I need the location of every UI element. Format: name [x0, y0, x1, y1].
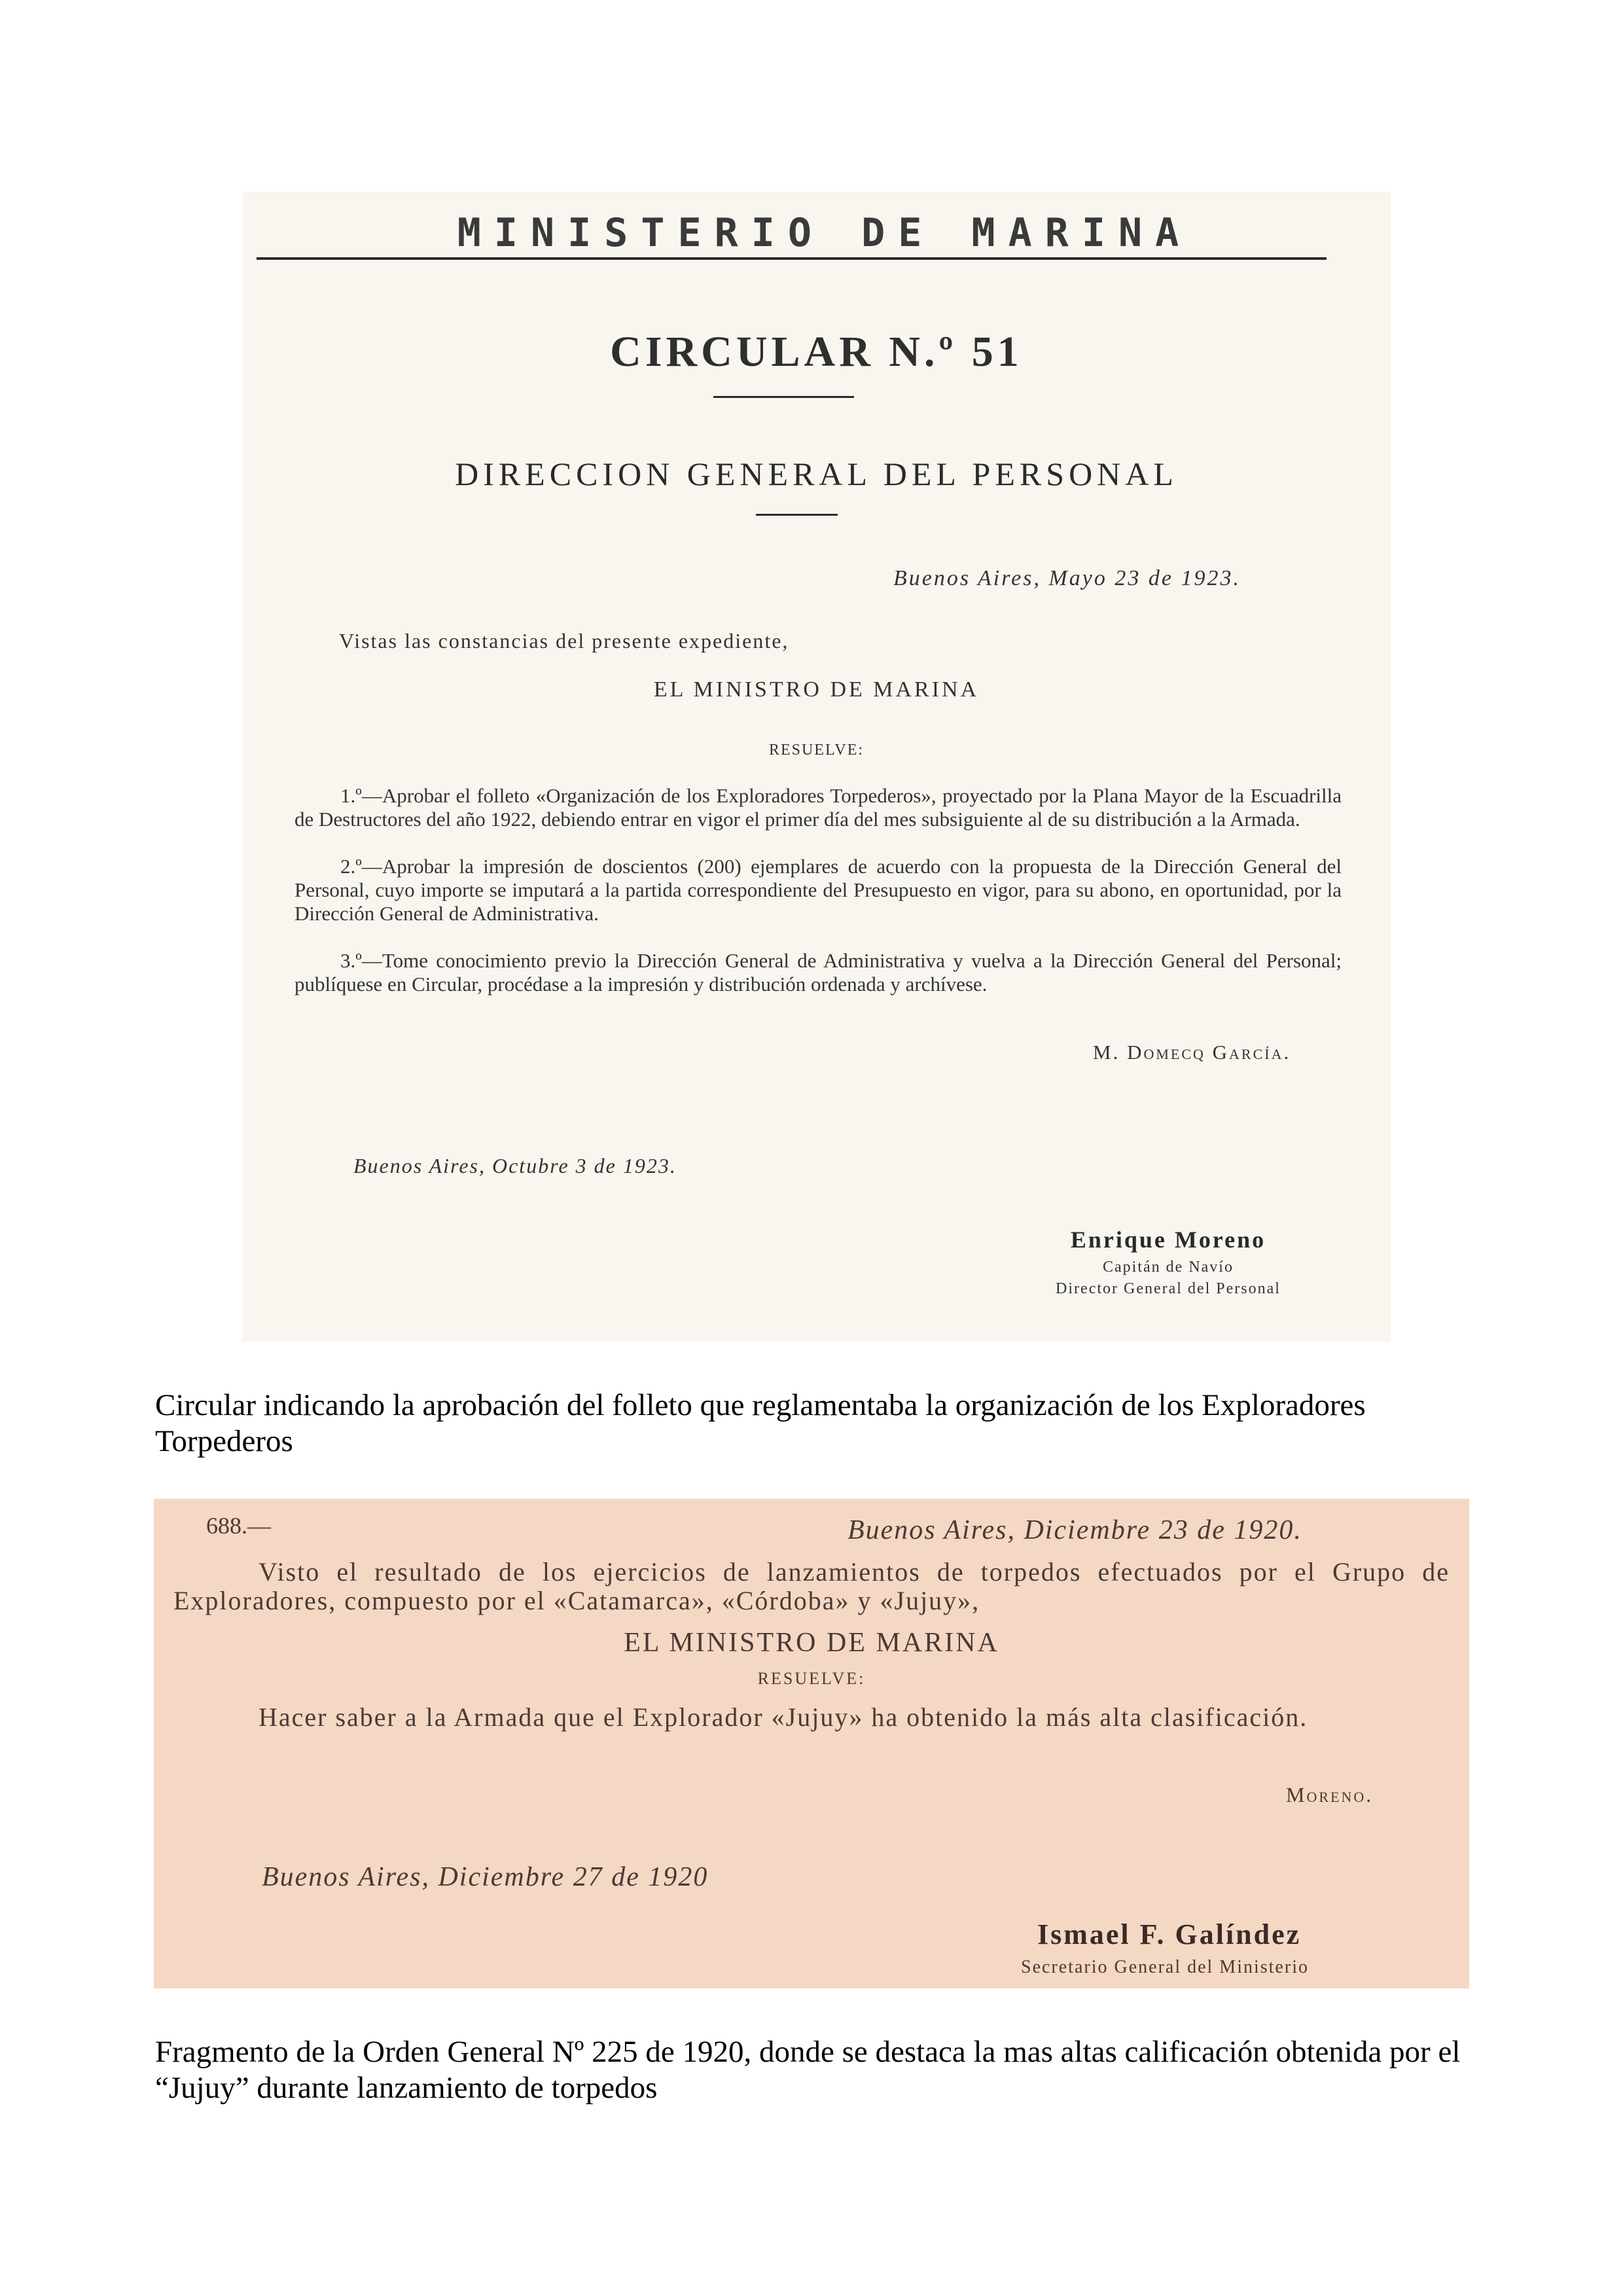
order-date-2: Buenos Aires, Diciembre 27 de 1920 [262, 1862, 709, 1892]
circular-date-2: Buenos Aires, Octubre 3 de 1923. [353, 1154, 677, 1177]
signature-name: Enrique Moreno [1070, 1227, 1266, 1253]
circular-intro: Vistas las constancias del presente expediente, [339, 629, 789, 653]
circular-date: Buenos Aires, Mayo 23 de 1923. [893, 566, 1241, 590]
circular-resuelve: RESUELVE: [768, 742, 865, 759]
order-resuelve: RESUELVE: [757, 1669, 866, 1688]
circular-minister: EL MINISTRO DE MARINA [653, 677, 980, 702]
order-date: Buenos Aires, Diciembre 23 de 1920. [847, 1515, 1302, 1545]
circular-item-1: 1.º—Aprobar el folleto «Organización de los Exploradores Torpederos», proyectado por la Plana Mayor de la Escuadrilla de Destructores del año 1922, debiendo entrar en vigor el primer día del mes subsiguiente al de su distribución a la Armada. [294, 784, 1342, 831]
circular-subtitle: DIRECCION GENERAL DEL PERSONAL [455, 456, 1178, 492]
circular-title: CIRCULAR N.º 51 [610, 328, 1023, 376]
signature-title: Director General del Personal [1056, 1280, 1281, 1297]
order-minister: EL MINISTRO DE MARINA [624, 1628, 999, 1658]
order-number: 688.— [206, 1513, 271, 1539]
circular-scan [242, 192, 1391, 1342]
order-resolution: Hacer saber a la Armada que el Explorador «Jujuy» ha obtenido la más alta clasificación. [259, 1702, 1308, 1732]
order-signature-name: Ismael F. Galíndez [1037, 1918, 1302, 1950]
header-rule [257, 257, 1327, 260]
signature-rank: Capitán de Navío [1103, 1259, 1234, 1276]
ministry-header: MINISTERIO DE MARINA [457, 210, 1192, 256]
circular-item-2: 2.º—Aprobar la impresión de doscientos (200) ejemplares de acuerdo con la propuesta de la Dirección General del Personal, cuyo importe se imputará a la partida correspondiente del Presupuesto en vigor, para su abono, en oportunidad, por la Dirección General de Administrativa. [294, 855, 1342, 925]
order-scan [154, 1499, 1469, 1988]
caption-2: Fragmento de la Orden General Nº 225 de 1920, donde se destaca la mas altas calificación obtenida por el “Jujuy” durante lanzamiento de torpedos [155, 2035, 1461, 2105]
subtitle-rule [756, 514, 838, 516]
title-rule [713, 396, 854, 398]
circular-signer: M. Domecq García. [1093, 1041, 1291, 1064]
order-text: Visto el resultado de los ejercicios de lanzamientos de torpedos efectuados por el Grupo de Exploradores, compuesto por el «Catamarca», «Córdoba» y «Jujuy», [173, 1557, 1450, 1615]
order-signature-title: Secretario General del Ministerio [1021, 1957, 1309, 1977]
order-signer: Moreno. [1286, 1783, 1374, 1806]
circular-item-3: 3.º—Tome conocimiento previo la Dirección General de Administrativa y vuelva a la Dirección General del Personal; publíquese en Circular, procédase a la impresión y distribución ordenada y archívese. [294, 949, 1342, 996]
caption-1: Circular indicando la aprobación del folleto que reglamentaba la organización de los Exploradores Torpederos [155, 1388, 1366, 1458]
